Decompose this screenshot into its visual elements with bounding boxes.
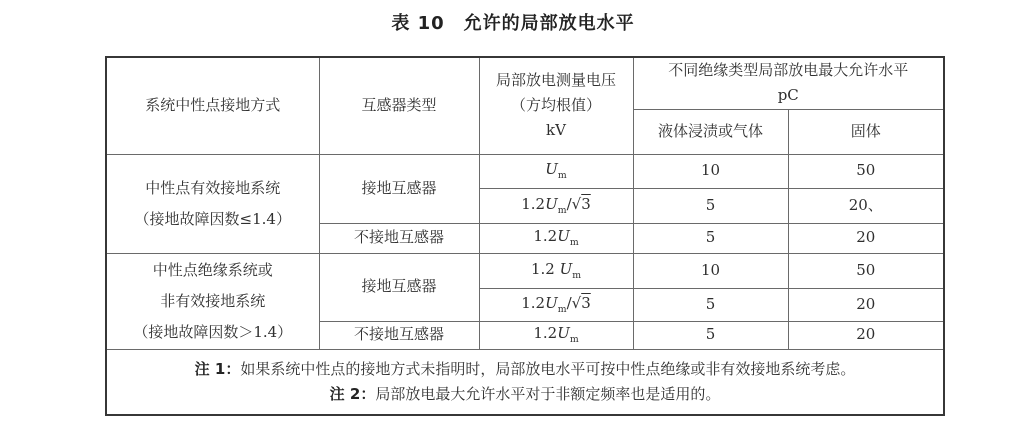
cell-solid-value: 20 <box>788 223 944 253</box>
header-row-1 <box>106 57 944 109</box>
measurement-voltage-unit: kV <box>546 121 566 140</box>
cell-voltage: $1.2U_m$ <box>479 321 633 349</box>
col-header-grounding-method: 系统中性点接地方式 <box>106 57 319 154</box>
notes-row <box>106 349 944 415</box>
system-type-line: 中性点有效接地系统 <box>145 178 281 197</box>
cell-transformer-grounded: 接地互感器 <box>319 154 479 223</box>
cell-transformer-ungrounded: 不接地互感器 <box>319 321 479 349</box>
system-type-line: 非有效接地系统 <box>160 291 266 310</box>
cell-liquid-value: 5 <box>633 188 788 223</box>
pd-level-table <box>105 56 945 416</box>
cell-transformer-ungrounded: 不接地互感器 <box>319 223 479 253</box>
table-container <box>105 56 945 416</box>
system-type-line: 中性点绝缘系统或 <box>152 260 273 279</box>
cell-system-type-1 <box>106 154 319 253</box>
cell-solid-value: 20 <box>788 321 944 349</box>
cell-liquid-value: 5 <box>633 288 788 321</box>
cell-liquid-value: 10 <box>633 154 788 188</box>
cell-solid-value: 50 <box>788 253 944 288</box>
cell-solid-value: 50 <box>788 154 944 188</box>
system-type-line: （接地故障因数≤1.4） <box>134 209 291 228</box>
cell-voltage: $1.2U_m/√3$ <box>479 288 633 321</box>
note-1 <box>109 357 941 382</box>
measurement-voltage-line1: 局部放电测量电压 <box>495 71 616 90</box>
cell-liquid-value: 10 <box>633 253 788 288</box>
subheader-liquid-gas: 液体浸渍或气体 <box>633 109 788 154</box>
cell-transformer-grounded: 接地互感器 <box>319 253 479 321</box>
col-header-measurement-voltage <box>479 57 633 154</box>
cell-voltage: $1.2U_m$ <box>479 223 633 253</box>
table-row <box>106 154 944 188</box>
note-2-label: 注 2： <box>329 384 376 403</box>
cell-voltage: $1.2U_m/√3$ <box>479 188 633 223</box>
note-1-text: 如果系统中性点的接地方式未指明时，局部放电水平可按中性点绝缘或非有效接地系统考虑。 <box>240 359 856 378</box>
cell-liquid-value: 5 <box>633 223 788 253</box>
cell-solid-value: 20、 <box>788 188 944 223</box>
cell-voltage: $U_m$ <box>479 154 633 188</box>
table-row <box>106 253 944 288</box>
cell-system-type-2 <box>106 253 319 349</box>
note-2 <box>109 382 941 407</box>
cell-solid-value: 20 <box>788 288 944 321</box>
cell-voltage: 1.2 $U_m$ <box>479 253 633 288</box>
max-pd-level-line1: 不同绝缘类型局部放电最大允许水平 <box>668 61 909 80</box>
max-pd-level-unit: pC <box>777 86 799 105</box>
page-title: 表 10 允许的局部放电水平 <box>391 13 635 34</box>
note-2-text: 局部放电最大允许水平对于非额定频率也是适用的。 <box>375 384 721 403</box>
note-1-label: 注 1： <box>194 359 241 378</box>
system-type-line: （接地故障因数＞1.4） <box>133 322 293 341</box>
subheader-solid: 固体 <box>788 109 944 154</box>
cell-liquid-value: 5 <box>633 321 788 349</box>
col-header-transformer-type: 互感器类型 <box>319 57 479 154</box>
col-header-max-pd-level <box>633 57 944 109</box>
table-notes <box>106 349 944 415</box>
measurement-voltage-line2: （方均根值） <box>510 96 601 115</box>
